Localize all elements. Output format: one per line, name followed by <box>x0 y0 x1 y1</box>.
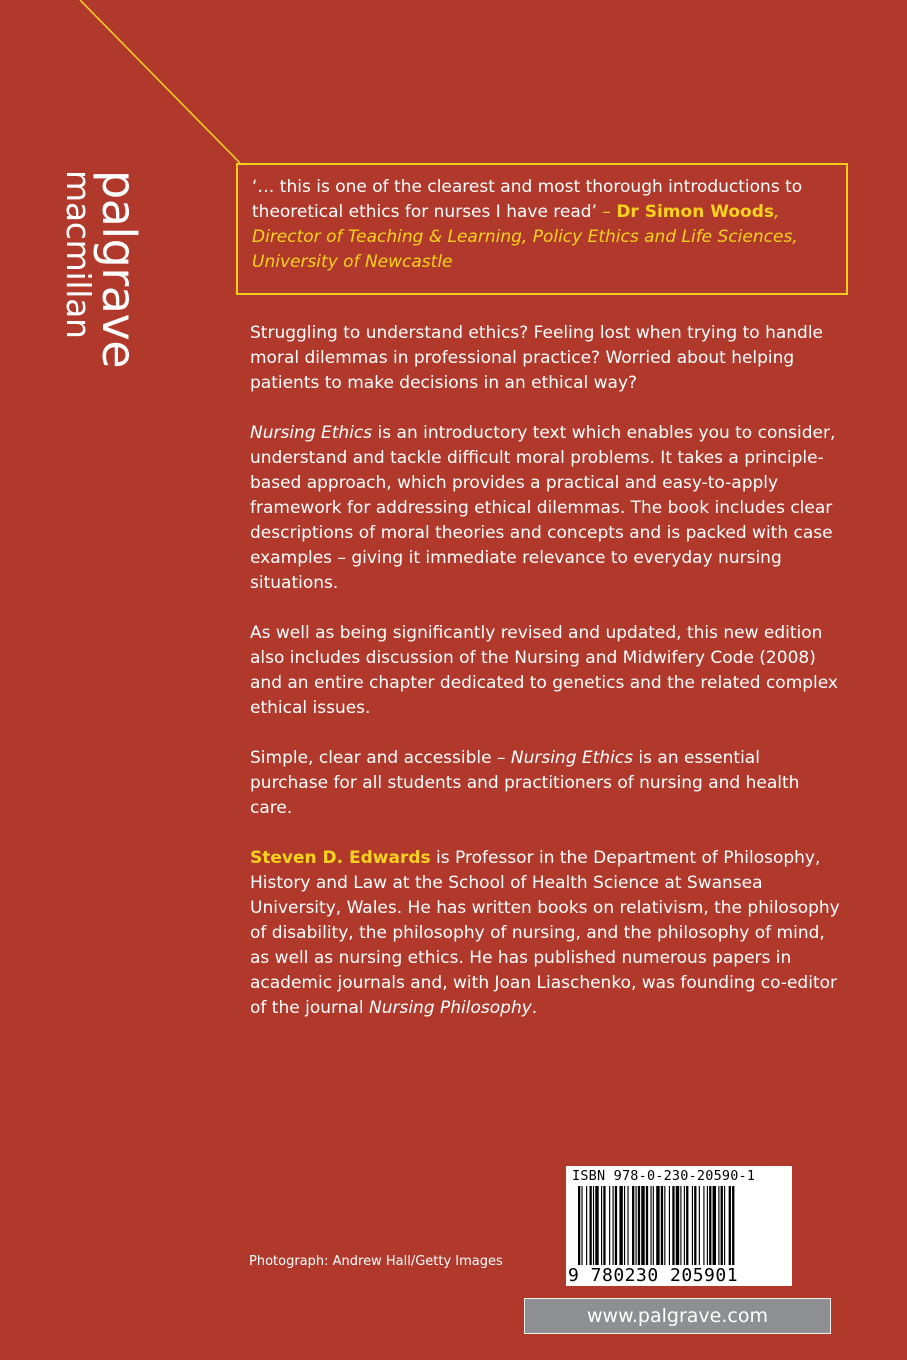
author-bio-end: . <box>531 998 538 1018</box>
barcode-bar <box>718 1186 719 1276</box>
barcode-bar <box>676 1186 679 1276</box>
blurb-paragraph-3: As well as being significantly revised and updated, this new edition also includes discussion of the Nursing and Midwifery Code (2008) and an entire chapter dedicated to genetics and the related complex ethical issues. <box>250 623 838 718</box>
barcode-bar <box>699 1186 700 1276</box>
barcode-bar <box>641 1186 644 1276</box>
isbn-barcode <box>566 1166 792 1286</box>
barcode-bar <box>578 1186 580 1276</box>
barcode-bar <box>624 1186 625 1276</box>
logo-palgrave: palgrave <box>92 170 146 368</box>
barcode-bar <box>709 1186 711 1276</box>
barcode-bar <box>686 1186 688 1276</box>
blurb-paragraph-1: Struggling to understand ethics? Feeling lost when trying to handle moral dilemmas in professional practice? Worried about helping patients to make decisions in an ethical way? <box>250 323 824 393</box>
barcode-bar <box>636 1186 637 1276</box>
barcode-bar <box>724 1186 725 1276</box>
blurb-paragraph-2 <box>250 421 840 596</box>
journal-title: Nursing Philosophy <box>369 998 532 1018</box>
barcode-bar <box>703 1186 704 1276</box>
ean-digits: 9 780230 205901 <box>568 1265 739 1286</box>
book-title: Nursing Ethics <box>250 423 373 443</box>
blurb-paragraph-4-start: Simple, clear and accessible – <box>250 748 511 768</box>
barcode-bar <box>601 1186 602 1276</box>
photo-credit: Photograph: Andrew Hall/Getty Images <box>249 1254 503 1269</box>
barcode-bar <box>586 1186 587 1276</box>
barcode-bar <box>627 1186 628 1276</box>
author-bio-text: is Professor in the Department of Philosophy, History and Law at the School of Health Science at Swansea University, Wales. He has written books on relativism, the philosophy of disability, the philosophy of nursing, and the philosophy of mind, as well as nursing ethics. He has published numerous papers in academic journals and, with Joan Liaschenko, was founding co-editor of the journal <box>250 848 840 1018</box>
barcode-bar <box>590 1186 592 1276</box>
barcode-bar <box>707 1186 708 1276</box>
barcode-bar <box>713 1186 716 1276</box>
blurb-paragraph-2-text: is an introductory text which enables you to consider, understand and tackle difficult moral problems. It takes a principle-based approach, which provides a practical and easy-to-apply framework for addressing ethical dilemmas. The book includes clear descriptions of moral theories and concepts and is packed with case examples – giving it immediate relevance to everyday nursing situations. <box>250 423 836 593</box>
barcode-bar <box>669 1186 670 1276</box>
blurb <box>250 321 840 1046</box>
barcode-bar <box>672 1186 674 1276</box>
barcode-bar <box>664 1186 665 1276</box>
quote-author: Dr Simon Woods <box>616 202 775 222</box>
barcode-bar <box>613 1186 614 1276</box>
barcode-bar <box>595 1186 598 1276</box>
book-title: Nursing Ethics <box>510 748 634 768</box>
barcode-bar <box>684 1186 685 1276</box>
barcode-bar <box>581 1186 582 1276</box>
barcode-bar <box>692 1186 693 1276</box>
author-bio <box>250 846 840 1021</box>
barcode-bar <box>638 1186 640 1276</box>
website-link[interactable]: www.palgrave.com <box>524 1298 831 1334</box>
barcode-bar <box>680 1186 681 1276</box>
barcode-bar <box>650 1186 651 1276</box>
diagonal-line <box>0 0 260 190</box>
barcode-bar <box>661 1186 663 1276</box>
barcode-bar <box>619 1186 622 1276</box>
barcode-bar <box>721 1186 723 1276</box>
blurb-paragraph-4-rest: is an essential purchase for all students and practitioners of nursing and health care. <box>250 748 800 818</box>
barcode-bar <box>646 1186 648 1276</box>
barcode-bar <box>615 1186 617 1276</box>
quote-affiliation: , Director of Teaching & Learning, Policy Ethics and Life Sciences, University of Newcastle <box>252 202 798 272</box>
quote-dash: – <box>597 202 617 222</box>
barcode-bar <box>609 1186 610 1276</box>
barcode-bar <box>653 1186 654 1276</box>
barcode-bar <box>603 1186 605 1276</box>
logo-macmillan: macmillan <box>59 170 99 339</box>
barcode-bar <box>694 1186 696 1276</box>
barcode-bar <box>656 1186 659 1276</box>
barcode-bar <box>632 1186 634 1276</box>
barcode-bar <box>593 1186 594 1276</box>
blurb-paragraph-4 <box>250 746 840 821</box>
review-quote-box <box>236 163 848 295</box>
barcode-bars <box>572 1186 786 1276</box>
barcode-bar <box>732 1186 734 1276</box>
isbn-label: ISBN 978-0-230-20590-1 <box>572 1168 756 1184</box>
publisher-logo <box>59 170 146 368</box>
author-name: Steven D. Edwards <box>250 848 431 868</box>
quote-text: ‘… this is one of the clearest and most thorough introductions to theoretical ethics for nurses I have read’ <box>252 177 803 222</box>
barcode-bar <box>729 1186 731 1276</box>
